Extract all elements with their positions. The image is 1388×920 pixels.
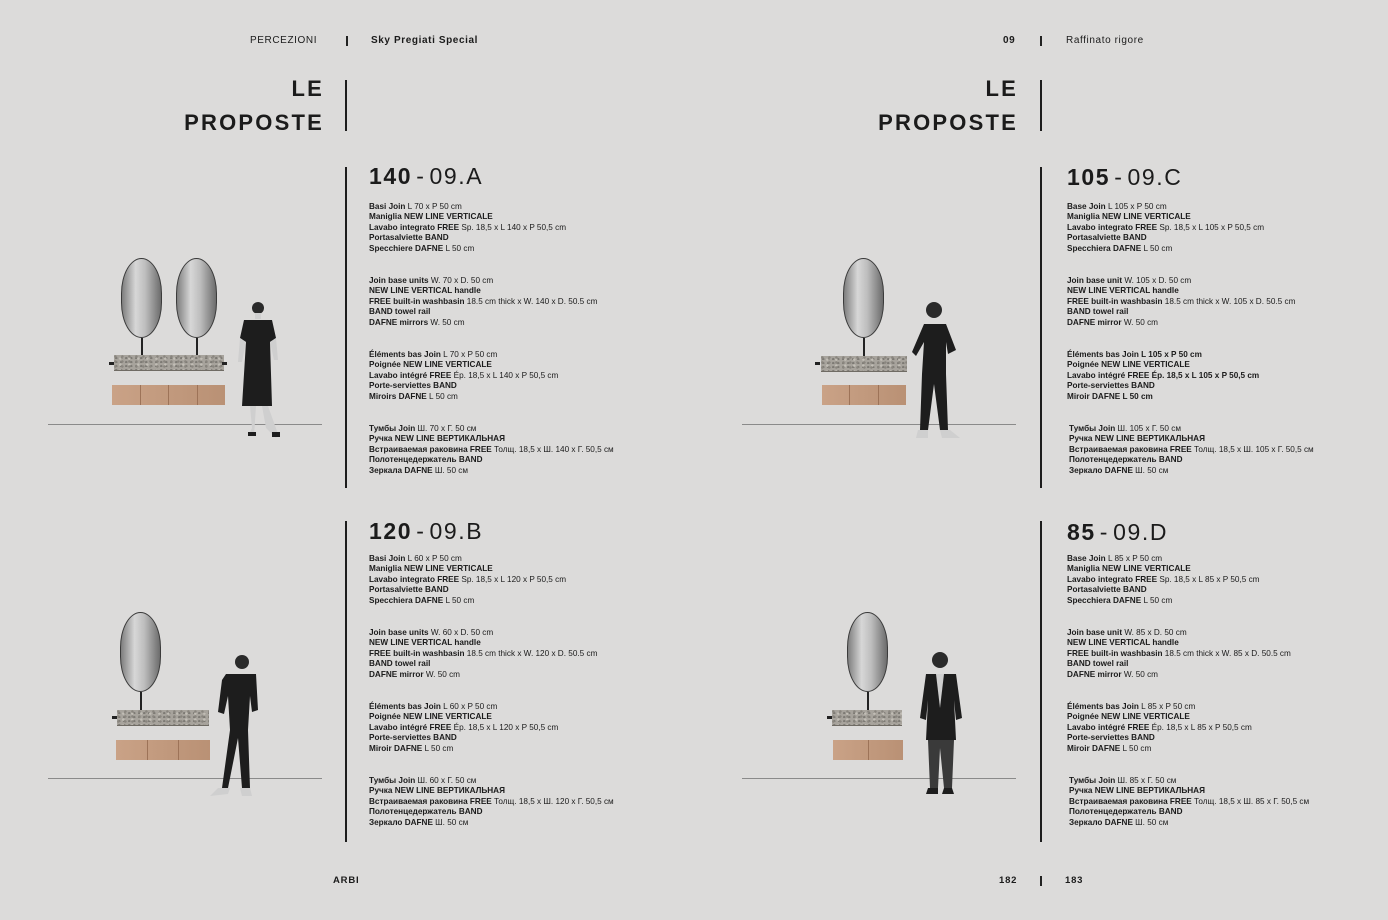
stone-washbasin xyxy=(114,355,224,371)
spec-line xyxy=(369,392,558,402)
spec-line xyxy=(369,318,597,328)
header-section: PERCEZIONI xyxy=(250,35,318,46)
spec-line-value: Ш. 105 x Г. 50 см xyxy=(1115,424,1181,433)
spec-line-value: Ш. 70 x Г. 50 см xyxy=(415,424,477,433)
towel-rail xyxy=(222,362,227,365)
spec-line-value: L 105 x P 50 cm xyxy=(1105,202,1167,211)
spec-line xyxy=(1067,585,1259,595)
floor-line xyxy=(48,778,322,779)
spec-line-label: Полотенцедержатель BAND xyxy=(1069,455,1183,465)
spec-line xyxy=(1069,455,1314,465)
product-code-b: 120 - 09.B xyxy=(369,518,484,544)
spec-a-it xyxy=(369,202,566,254)
spec-d-it xyxy=(1067,554,1259,606)
spec-line-label: NEW LINE VERTICAL handle xyxy=(369,638,481,648)
spec-line-value: Sp. 18,5 x L 85 x P 50,5 cm xyxy=(1157,574,1260,584)
spec-line xyxy=(1067,659,1291,669)
block-rule xyxy=(1040,167,1042,488)
spec-b-it xyxy=(369,554,566,606)
spec-d-en xyxy=(1067,628,1291,680)
spec-line xyxy=(369,585,566,595)
spec-line xyxy=(369,670,597,680)
spec-line-value: 18.5 cm thick x W. 105 x D. 50.5 cm xyxy=(1162,296,1296,306)
spec-line-label: Porte-serviettes BAND xyxy=(369,733,457,743)
spec-line-label: Lavabo intégré FREE xyxy=(369,722,452,732)
spec-line-value: Sp. 18,5 x L 105 x P 50,5 cm xyxy=(1157,222,1265,232)
spec-line xyxy=(369,649,597,659)
block-rule xyxy=(345,167,347,488)
spec-line xyxy=(1067,575,1259,585)
spec-line xyxy=(369,244,566,254)
spec-line-label: DAFNE mirror xyxy=(369,669,424,679)
spec-line-label: Portasalviette BAND xyxy=(1067,233,1147,243)
spec-line-label: Specchiera DAFNE xyxy=(369,595,444,605)
spec-line xyxy=(1067,223,1264,233)
spec-line xyxy=(1069,776,1309,786)
spec-line xyxy=(369,638,597,648)
spec-line xyxy=(1067,596,1259,606)
spec-line-label: Base Join xyxy=(1067,554,1106,563)
spec-line-label: Poignée NEW LINE VERTICALE xyxy=(369,712,492,722)
spec-line-label: Встраиваемая раковина FREE xyxy=(1069,444,1192,454)
spec-line-label: Portasalviette BAND xyxy=(369,233,449,243)
spec-line-label: DAFNE mirrors xyxy=(369,317,429,327)
spec-line xyxy=(1067,723,1252,733)
spec-line-label: Maniglia NEW LINE VERTICALE xyxy=(369,212,493,222)
spec-line-value: L 85 x P 50 cm xyxy=(1138,702,1196,711)
spec-line xyxy=(369,659,597,669)
spec-line xyxy=(369,628,597,638)
spec-line-label: Portasalviette BAND xyxy=(369,585,449,595)
spec-line-label: Porte-serviettes BAND xyxy=(369,381,457,391)
page-title: LE PROPOSTE xyxy=(184,76,324,135)
spec-line xyxy=(1067,712,1252,722)
spec-line xyxy=(369,776,614,786)
spec-line-label: NEW LINE VERTICAL handle xyxy=(1067,286,1179,296)
spec-line xyxy=(369,381,558,391)
spec-line xyxy=(1067,307,1295,317)
spec-line xyxy=(369,276,597,286)
spec-line xyxy=(1067,649,1291,659)
spec-line-label: Porte-serviettes BAND xyxy=(1067,733,1155,743)
oval-mirror xyxy=(843,258,884,338)
spec-line-label: FREE built-in washbasin xyxy=(1067,296,1163,306)
spec-line-label: Portasalviette BAND xyxy=(1067,585,1147,595)
spec-b-fr xyxy=(369,702,558,754)
spec-line xyxy=(369,424,614,434)
mirror-post xyxy=(867,692,869,710)
spec-line-label: NEW LINE VERTICAL handle xyxy=(369,286,481,296)
spec-line-value: 18.5 cm thick x W. 85 x D. 50.5 cm xyxy=(1162,648,1291,658)
spec-line xyxy=(1067,297,1295,307)
spec-line xyxy=(369,212,566,222)
spec-line xyxy=(1069,434,1314,444)
spec-line-value: Толщ. 18,5 x Ш. 140 x Г. 50,5 см xyxy=(491,444,614,454)
spec-line-label: Зеркала DAFNE xyxy=(369,465,433,475)
spec-line-label: Тумбы Join xyxy=(369,424,416,433)
spec-line-value: Ш. 85 x Г. 50 см xyxy=(1115,776,1177,785)
spec-line xyxy=(1067,233,1264,243)
spec-line xyxy=(1067,360,1259,370)
spec-line-value: Ш. 50 см xyxy=(1132,465,1169,475)
spec-line-value: Sp. 18,5 x L 120 x P 50,5 cm xyxy=(459,574,567,584)
spec-line-value: L 50 cm xyxy=(443,243,475,253)
spec-line xyxy=(369,466,614,476)
spec-line xyxy=(1067,564,1259,574)
spec-line xyxy=(1067,670,1291,680)
spec-line xyxy=(369,596,566,606)
spec-line xyxy=(1067,744,1252,754)
spec-line-label: Basi Join xyxy=(369,554,406,563)
spec-line-value: Ш. 50 см xyxy=(1132,817,1169,827)
spec-line-label: Lavabo integrato FREE xyxy=(369,222,460,232)
spec-line-label: Lavabo integrato FREE xyxy=(369,574,460,584)
spec-line-label: Ручка NEW LINE ВЕРТИКАЛЬНАЯ xyxy=(369,786,505,796)
spec-line-label: Basi Join xyxy=(369,202,406,211)
mirror-post xyxy=(140,692,142,710)
spec-line xyxy=(369,233,566,243)
spec-line-label: BAND towel rail xyxy=(369,659,431,669)
spec-line xyxy=(1069,807,1309,817)
spec-c-en xyxy=(1067,276,1295,328)
spec-line-label: Lavabo integrato FREE xyxy=(1067,222,1158,232)
spec-line-value: Ép. 18,5 x L 140 x P 50,5 cm xyxy=(451,370,559,380)
spec-line xyxy=(369,744,558,754)
spec-line xyxy=(369,434,614,444)
spec-line-value: W. 60 x D. 50 cm xyxy=(428,628,494,637)
spec-line-value: W. 50 cm xyxy=(1121,669,1158,679)
spec-line-label: BAND towel rail xyxy=(1067,307,1129,317)
wood-cabinet xyxy=(116,740,210,760)
spec-line-label: Miroirs DAFNE xyxy=(369,391,427,401)
person-figure xyxy=(912,298,968,442)
spec-line xyxy=(369,733,558,743)
spec-line-value: Ш. 60 x Г. 50 см xyxy=(415,776,477,785)
floor-line xyxy=(742,778,1016,779)
spec-line-label: Зеркало DAFNE xyxy=(1069,817,1133,827)
spec-line xyxy=(369,286,597,296)
towel-rail xyxy=(815,362,820,365)
oval-mirror xyxy=(847,612,888,692)
spec-line xyxy=(369,712,558,722)
wood-cabinet xyxy=(833,740,903,760)
spec-c-fr xyxy=(1067,350,1259,402)
person-figure xyxy=(918,648,968,798)
spec-line-label: Éléments bas Join xyxy=(369,702,441,711)
spec-line xyxy=(1067,212,1264,222)
spec-line xyxy=(1067,276,1295,286)
spec-line xyxy=(1067,733,1252,743)
spec-line-label: Зеркало DAFNE xyxy=(1069,465,1133,475)
spec-line-label: Join base unit xyxy=(1067,276,1123,285)
stone-washbasin xyxy=(821,356,907,372)
spec-line-label: DAFNE mirror xyxy=(1067,669,1122,679)
spec-line xyxy=(1067,702,1252,712)
spec-line-value: W. 50 cm xyxy=(1121,317,1158,327)
spec-line-label: Éléments bas Join xyxy=(1067,702,1139,711)
spec-line xyxy=(369,786,614,796)
spec-line-label: Ручка NEW LINE ВЕРТИКАЛЬНАЯ xyxy=(1069,786,1205,796)
spec-line-value: W. 50 cm xyxy=(428,317,465,327)
spec-line-label: Join base units xyxy=(369,276,429,285)
spec-line-label: Встраиваемая раковина FREE xyxy=(1069,796,1192,806)
spec-line-value: L 50 cm xyxy=(422,743,454,753)
spec-line xyxy=(369,350,558,360)
person-figure xyxy=(232,298,288,440)
spec-line-value: L 60 x P 50 cm xyxy=(440,702,498,711)
spec-line xyxy=(1069,786,1309,796)
page-title: LE PROPOSTE xyxy=(878,76,1018,135)
spec-line-label: Встраиваемая раковина FREE xyxy=(369,796,492,806)
product-code-d: 85 - 09.D xyxy=(1067,519,1169,545)
spec-line xyxy=(1067,371,1259,381)
wood-cabinet xyxy=(822,385,906,405)
spec-line xyxy=(369,360,558,370)
spec-line-value: W. 70 x D. 50 cm xyxy=(428,276,494,285)
footer-divider xyxy=(1040,876,1042,886)
spec-line xyxy=(1067,318,1295,328)
mirror-post xyxy=(863,338,865,356)
spec-line-value: Ép. 18,5 x L 120 x P 50,5 cm xyxy=(451,722,559,732)
spec-line-value: L 50 cm xyxy=(1120,743,1152,753)
spec-line xyxy=(1067,638,1291,648)
spec-line-label: Ручка NEW LINE ВЕРТИКАЛЬНАЯ xyxy=(369,434,505,444)
spec-line-label: Poignée NEW LINE VERTICALE xyxy=(1067,360,1190,370)
spec-line-value: 18.5 cm thick x W. 140 x D. 50.5 cm xyxy=(464,296,598,306)
spec-line-label: Join base unit xyxy=(1067,628,1123,637)
spec-d-ru xyxy=(1069,776,1309,828)
spec-line xyxy=(369,702,558,712)
spec-line-label: Зеркало DAFNE xyxy=(369,817,433,827)
spec-line xyxy=(369,807,614,817)
spec-line-value: Толщ. 18,5 x Ш. 120 x Г. 50,5 см xyxy=(491,796,614,806)
spec-line-label: Specchiera DAFNE xyxy=(1067,243,1142,253)
spec-line xyxy=(1069,424,1314,434)
spec-line-label: FREE built-in washbasin xyxy=(369,296,465,306)
spec-line xyxy=(369,818,614,828)
spec-line-label: Тумбы Join xyxy=(369,776,416,785)
spec-line xyxy=(369,371,558,381)
spec-line xyxy=(1067,628,1291,638)
spec-line xyxy=(369,554,566,564)
spec-line-label: BAND towel rail xyxy=(369,307,431,317)
spec-line xyxy=(369,575,566,585)
spec-line-value: Sp. 18,5 x L 140 x P 50,5 cm xyxy=(459,222,567,232)
spec-line-label: Join base units xyxy=(369,628,429,637)
spec-line-label: Полотенцедержатель BAND xyxy=(1069,807,1183,817)
spec-line-label: Éléments bas Join xyxy=(369,350,441,359)
spec-line-label: Specchiere DAFNE xyxy=(369,243,444,253)
spec-b-en xyxy=(369,628,597,680)
spec-line-value: Ép. 18,5 x L 85 x P 50,5 cm xyxy=(1149,722,1252,732)
spec-line-label: Maniglia NEW LINE VERTICALE xyxy=(369,564,493,574)
floor-line xyxy=(742,424,1016,425)
spec-a-ru xyxy=(369,424,614,476)
spec-line-label: Тумбы Join xyxy=(1069,776,1116,785)
spec-line xyxy=(1069,797,1309,807)
title-rule xyxy=(1040,80,1042,131)
spec-line-value: L 50 cm xyxy=(1141,595,1173,605)
mirror-post xyxy=(141,338,143,356)
wood-cabinet xyxy=(112,385,225,405)
spec-a-fr xyxy=(369,350,558,402)
spec-line xyxy=(1069,466,1314,476)
spec-line xyxy=(369,455,614,465)
spec-line-label: DAFNE mirror xyxy=(1067,317,1122,327)
spec-line xyxy=(1067,554,1259,564)
header-divider xyxy=(1040,36,1042,46)
spec-line-label: Maniglia NEW LINE VERTICALE xyxy=(1067,212,1191,222)
spec-line-value: L 50 cm xyxy=(426,391,458,401)
spec-line-value: W. 85 x D. 50 cm xyxy=(1122,628,1187,637)
spec-line-value: L 70 x P 50 cm xyxy=(405,202,462,211)
stone-washbasin xyxy=(117,710,209,726)
spec-line-value: L 50 cm xyxy=(1141,243,1173,253)
spec-line-value: L 60 x P 50 cm xyxy=(405,554,462,563)
spec-line xyxy=(1067,286,1295,296)
spec-line xyxy=(1067,350,1259,360)
spec-line xyxy=(1067,392,1259,402)
spec-a-en xyxy=(369,276,597,328)
spec-line xyxy=(369,723,558,733)
spec-line-label: Тумбы Join xyxy=(1069,424,1116,433)
block-rule xyxy=(345,521,347,842)
spec-line-label: Maniglia NEW LINE VERTICALE xyxy=(1067,564,1191,574)
spec-line-value: Ш. 50 см xyxy=(432,465,469,475)
page-number-left: 182 xyxy=(999,875,1018,886)
spec-line-label: Встраиваемая раковина FREE xyxy=(369,444,492,454)
spec-line-label: Полотенцедержатель BAND xyxy=(369,807,483,817)
spec-line-label: Base Join xyxy=(1067,202,1106,211)
spec-line xyxy=(369,297,597,307)
spec-line-value: Толщ. 18,5 x Ш. 85 x Г. 50,5 см xyxy=(1191,796,1310,806)
stone-washbasin xyxy=(832,710,902,726)
footer-brand: ARBI xyxy=(333,875,360,886)
spec-line xyxy=(369,445,614,455)
spec-line-label: Miroir DAFNE xyxy=(1067,743,1121,753)
header-divider xyxy=(346,36,348,46)
spec-c-ru xyxy=(1069,424,1314,476)
spec-line-value: L 70 x P 50 cm xyxy=(440,350,498,359)
spec-line xyxy=(1069,445,1314,455)
spec-line-value: W. 105 x D. 50 cm xyxy=(1122,276,1192,285)
spec-line-label: Poignée NEW LINE VERTICALE xyxy=(1067,712,1190,722)
spec-line-label: NEW LINE VERTICAL handle xyxy=(1067,638,1179,648)
spec-line-value: 18.5 cm thick x W. 120 x D. 50.5 cm xyxy=(464,648,598,658)
spec-line xyxy=(1067,202,1264,212)
spec-line-label: Lavabo integrato FREE xyxy=(1067,574,1158,584)
oval-mirror xyxy=(176,258,217,338)
oval-mirror xyxy=(121,258,162,338)
header-subtitle: Raffinato rigore xyxy=(1066,35,1144,46)
person-figure xyxy=(204,650,262,798)
header-number: 09 xyxy=(1003,35,1016,46)
spec-line xyxy=(369,564,566,574)
spec-line xyxy=(1067,244,1264,254)
spec-line-label: Lavabo intégré FREE xyxy=(1067,722,1150,732)
product-code-c: 105 - 09.C xyxy=(1067,164,1183,190)
mirror-post xyxy=(196,338,198,356)
spec-line-value: L 50 cm xyxy=(443,595,475,605)
spec-line-label: Полотенцедержатель BAND xyxy=(369,455,483,465)
spec-line xyxy=(1069,818,1309,828)
spec-line-label: Specchiera DAFNE xyxy=(1067,595,1142,605)
spec-line xyxy=(369,223,566,233)
product-code-a: 140 - 09.A xyxy=(369,163,484,189)
spec-line-label: Lavabo intégré FREE Ép. 18,5 x L 105 x P 50,5 cm xyxy=(1067,370,1260,380)
spec-line xyxy=(369,307,597,317)
spec-line-label: Éléments bas Join L 105 x P 50 cm xyxy=(1067,350,1202,359)
spec-line-value: W. 50 cm xyxy=(423,669,460,679)
spec-line-value: Ш. 50 см xyxy=(432,817,469,827)
spec-line-value: L 85 x P 50 cm xyxy=(1105,554,1163,563)
spec-line xyxy=(1067,381,1259,391)
spec-line-label: FREE built-in washbasin xyxy=(369,648,465,658)
spec-line xyxy=(369,797,614,807)
spec-line-label: Miroir DAFNE xyxy=(369,743,423,753)
page-number-right: 183 xyxy=(1065,875,1084,886)
spec-d-fr xyxy=(1067,702,1252,754)
title-rule xyxy=(345,80,347,131)
spec-line-label: BAND towel rail xyxy=(1067,659,1129,669)
spec-line-label: Lavabo intégré FREE xyxy=(369,370,452,380)
spec-line-label: Poignée NEW LINE VERTICALE xyxy=(369,360,492,370)
oval-mirror xyxy=(120,612,161,692)
spec-c-it xyxy=(1067,202,1264,254)
spec-line-label: Ручка NEW LINE ВЕРТИКАЛЬНАЯ xyxy=(1069,434,1205,444)
spec-line-label: FREE built-in washbasin xyxy=(1067,648,1163,658)
spec-line-label: Porte-serviettes BAND xyxy=(1067,381,1155,391)
spec-b-ru xyxy=(369,776,614,828)
header-collection: Sky Pregiati Special xyxy=(371,35,479,46)
spec-line xyxy=(369,202,566,212)
spec-line-value: Толщ. 18,5 x Ш. 105 x Г. 50,5 см xyxy=(1191,444,1314,454)
spec-line-label: Miroir DAFNE L 50 cm xyxy=(1067,391,1153,401)
block-rule xyxy=(1040,521,1042,842)
